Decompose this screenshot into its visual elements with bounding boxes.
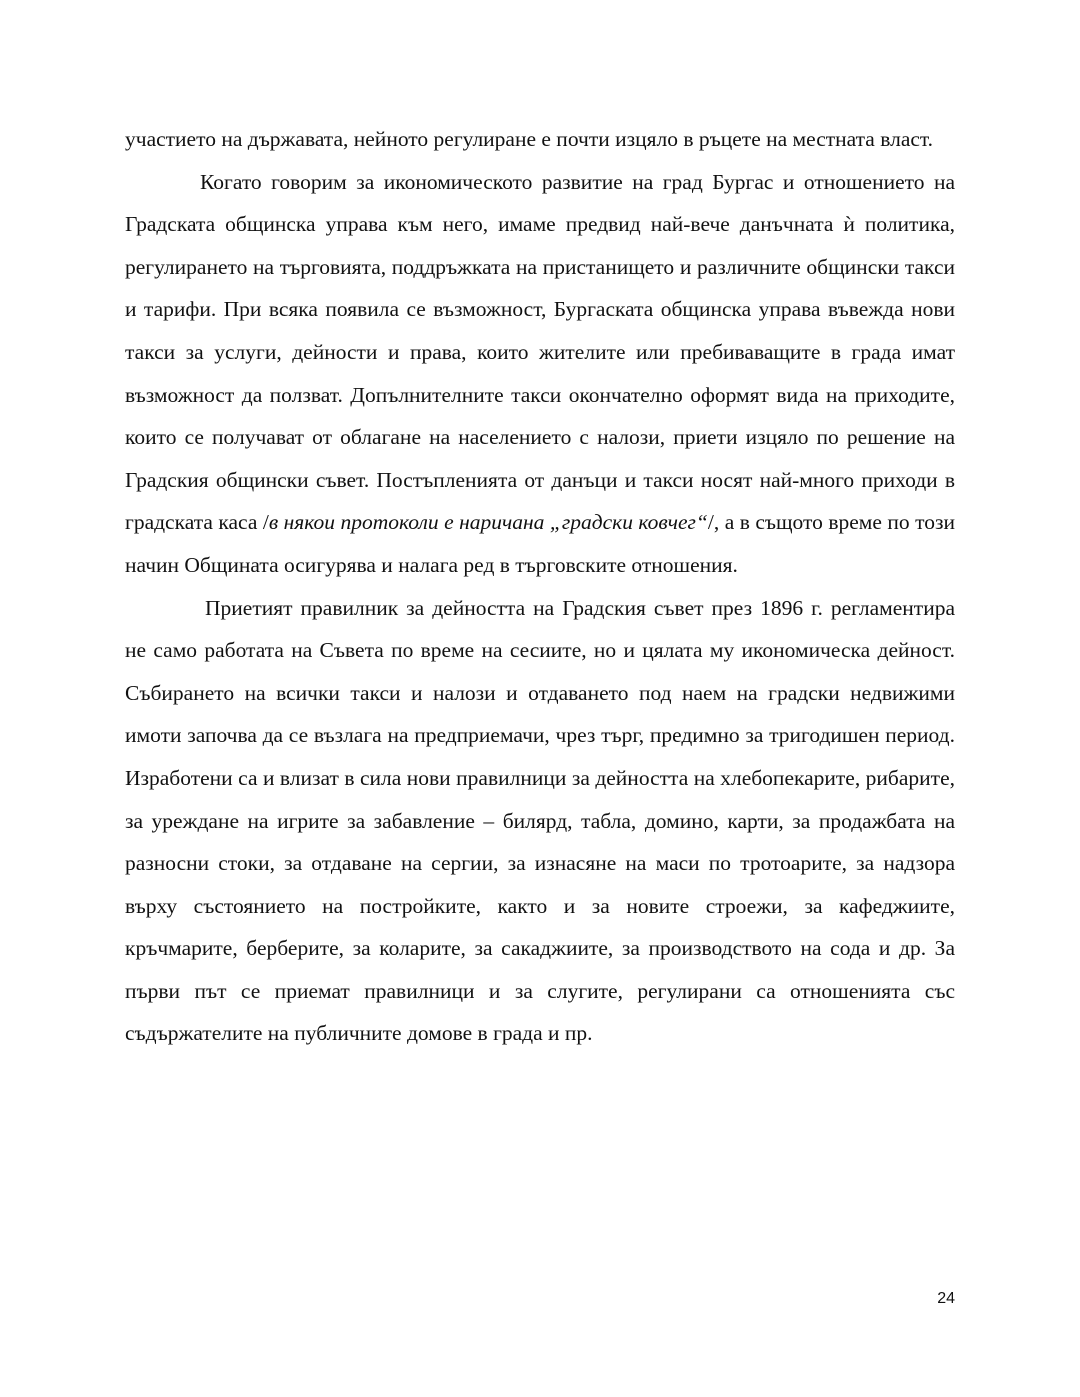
paragraph-2-text: Когато говорим за икономическото развитие на град Бургас и отношението на Градската общинска управа към него, имаме предвид най-вече данъчната ѝ политика, регулирането на търговията, поддръжката на пристанището и различните общински такси и тарифи. При всяка появила се възможност, Бургаската общинска управа въвежда нови такси за услуги, дейности и права, които жителите или пребиваващите в града имат възможност да ползват. Допълнителните такси окончателно оформят вида на приходите, които се получават от облагане на населението с налози, приети изцяло по решение на Градския общински съвет. Постъпленията от данъци и такси носят най-много приходи в градската каса / — [125, 169, 955, 535]
paragraph-1-text: участието на държавата, нейното регулиране е почти изцяло в ръцете на местната власт. — [125, 127, 934, 151]
paragraph-2-end-text: /, а в същото време по този начин Общината осигурява и налага ред в търговските отношения. — [125, 510, 955, 577]
paragraph-3-text: Приетият правилник за дейността на Градския съвет през 1896 г. регламентира не само работата на Съвета по време на сесиите, но и цялата му икономическа дейност. Събирането на всички такси и налози и отдаването под наем на градски недвижими имоти започва да се възлага на предприемачи, чрез търг, предимно за тригодишен период. Изработени са и влизат в сила нови правилници за дейността на хлебопекарите, рибарите, за уреждане на игрите за забавление – билярд, табла, домино, карти, за продажбата на разносни стоки, за отдаване на сергии, за изнасяне на маси по тротоарите, за надзора върху състоянието на постройките, както и за новите строежи, за кафеджиите, кръчмарите, берберите, за коларите, за сакаджиите, за производството на сода и др. За първи път се приемат правилници и за слугите, регулирани са отношенията със съдържателите на публичните домове в града и пр. — [125, 595, 955, 1046]
paragraph-1 — [125, 118, 955, 161]
page-number: 24 — [937, 1290, 955, 1307]
body-text — [125, 118, 955, 1055]
paragraph-2-italic-text: в някои протоколи е наричана „градски ковчег“ — [268, 510, 708, 535]
paragraph-3 — [125, 587, 955, 1056]
paragraph-2 — [125, 161, 955, 587]
